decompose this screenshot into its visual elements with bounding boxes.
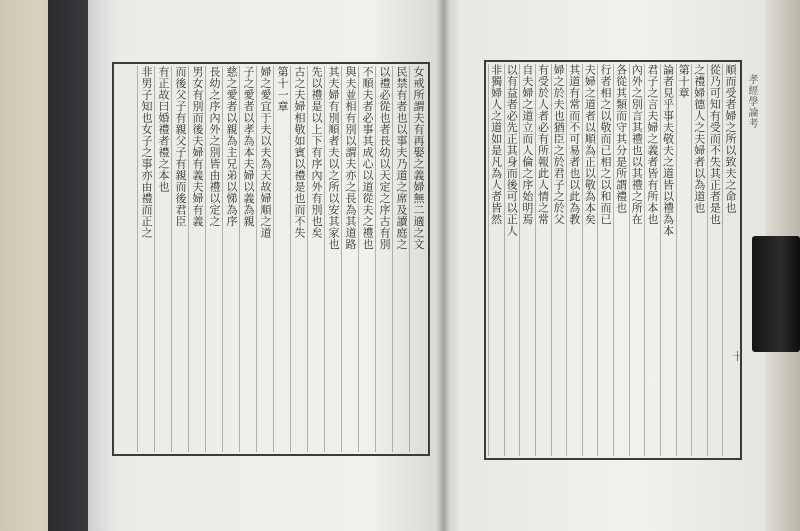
right-column-5: 論者見乎事夫敬夫之道皆以禮為本	[660, 64, 676, 456]
left-column-8: 古之夫婦相敬如賓以禮是也而不失	[290, 66, 307, 452]
page-marker: 十	[732, 350, 743, 363]
left-column-17: 非男子知也女子之事亦由禮而正之	[137, 66, 154, 452]
right-column-10: 夫婦之道者以順為正以敬為本矣	[582, 64, 598, 456]
left-column-12: 慈之愛者以親為主兄弟以悌為序	[222, 66, 239, 452]
right-column-6: 君子之言夫婦之義者皆有所本也	[644, 64, 660, 456]
chapter-heading-11: 第十一章	[273, 66, 290, 452]
left-column-7: 先以禮是以上下有序內外有別也矣	[307, 66, 324, 452]
right-column-15: 以有益者必先正其身而後可以正人	[504, 64, 520, 456]
left-column-4: 不順夫者必事其成心以道從夫之禮也	[358, 66, 375, 452]
right-column-9: 行者相之以敬而已相之以和而已	[597, 64, 613, 456]
right-column-13: 有受於人者必有所報此人情之常	[535, 64, 551, 456]
left-column-13: 長幼之序內外之別皆由禮以定之	[205, 66, 222, 452]
right-column-8: 各從其類而守其分是所謂禮也	[613, 64, 629, 456]
right-column-2: 從乃可知有受而不失其正者是也	[707, 64, 723, 456]
right-column-3: 之禮婦德人之夫婦者以為道也	[691, 64, 707, 456]
running-title: 孝經學論考	[746, 74, 757, 129]
right-column-7: 內外之別言其禮也以其禮之所在	[629, 64, 645, 456]
right-column-16: 非獨婦人之道如是凡為人者皆然	[488, 64, 504, 456]
left-column-5: 與夫並相有別以謂夫亦之長為其道路	[341, 66, 358, 452]
right-text-columns	[488, 64, 738, 456]
right-column-14: 自夫婦之道立而人倫之序始明焉	[519, 64, 535, 456]
left-column-6: 其夫婦有別順者夫以之所以安其家也	[324, 66, 341, 452]
chapter-heading-10: 第十章	[676, 64, 692, 456]
right-column-12: 婦之於夫也猶臣之於君子之於父	[551, 64, 567, 456]
book-gutter	[436, 0, 450, 531]
left-column-2: 民禁有者也以事夫乃道之席及讀庭之	[392, 66, 409, 452]
left-column-16: 有正故曰婚禮者禮之本也	[154, 66, 171, 452]
left-column-10: 婦之愛宜于夫以夫為天故婦順之道	[256, 66, 273, 452]
black-clip	[752, 236, 800, 352]
left-column-3: 以禮必從也者長幼以天定之序古有別	[375, 66, 392, 452]
left-column-14: 男女有別而後夫婦有義夫婦有義	[188, 66, 205, 452]
left-column-15: 而後父子有親父子有親而後君臣	[171, 66, 188, 452]
left-column-1: 女戒所謂夫有再娶之義婦無二適之文	[409, 66, 426, 452]
right-column-1: 順而受者婦之所以致夫之命也	[722, 64, 738, 456]
right-column-11: 其道有常而不可易者也以此為教	[566, 64, 582, 456]
left-column-11: 子之愛者以孝為本夫婦以義為親	[239, 66, 256, 452]
left-text-columns	[116, 66, 426, 452]
